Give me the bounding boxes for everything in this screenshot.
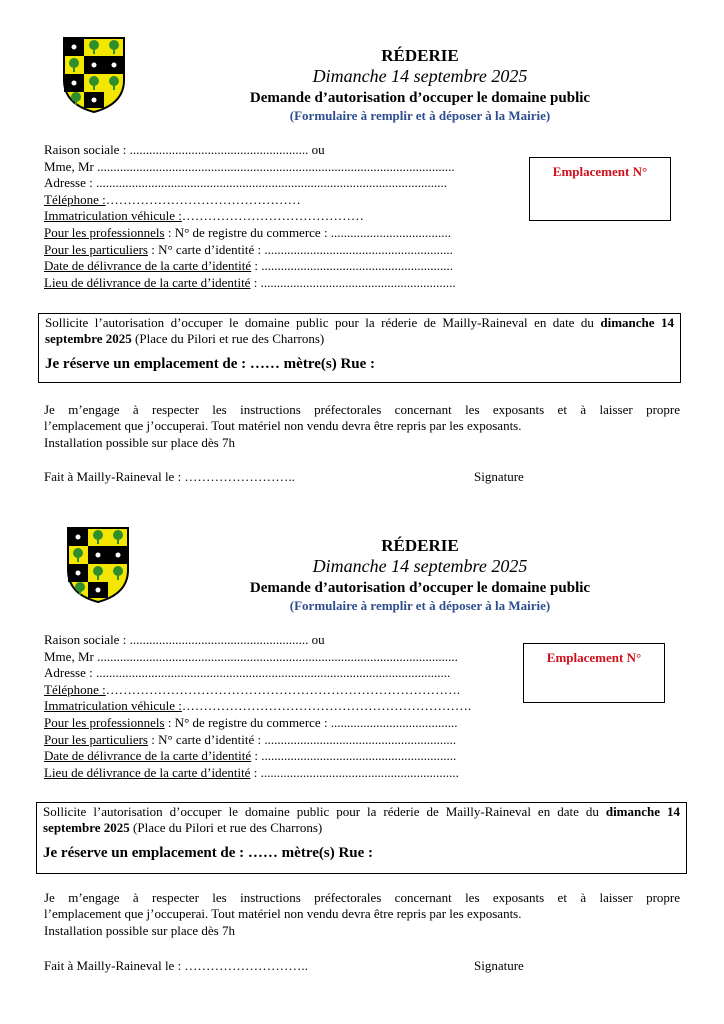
applicant-fields xyxy=(44,142,456,291)
form-subtitle: Demande d’autorisation d’occuper le domaine public xyxy=(249,90,591,106)
professionnels-label: Pour les professionnels xyxy=(44,714,165,730)
lieu-delivrance-rest: : ............................................................. xyxy=(250,764,459,780)
solicitation-text xyxy=(43,804,680,836)
field-adresse[interactable]: Adresse : ............................................................................................................. xyxy=(44,665,451,681)
field-telephone[interactable] xyxy=(44,682,471,699)
emplacement-box[interactable] xyxy=(523,643,665,703)
professionnels-label: Pour les professionnels xyxy=(44,224,165,240)
immatriculation-dots: …………………………………………………………. xyxy=(181,698,472,714)
engagement-line-1: Je m’engage à respecter les instructions préfectorales concernant les exposants et à laisser propre xyxy=(44,890,680,905)
particuliers-label: Pour les particuliers xyxy=(44,241,148,257)
form-1 xyxy=(0,0,724,490)
form-instruction: (Formulaire à remplir et à déposer à la Mairie) xyxy=(289,598,551,613)
form-subtitle: Demande d’autorisation d’occuper le domaine public xyxy=(249,580,591,596)
field-mme-mr[interactable]: Mme, Mr ............................................................................................................... xyxy=(44,648,458,664)
solicitation-text xyxy=(45,315,674,347)
field-particuliers[interactable] xyxy=(44,732,471,749)
field-particuliers[interactable] xyxy=(44,242,456,259)
engagement-text xyxy=(44,890,680,939)
signature-label[interactable]: Signature xyxy=(474,469,524,484)
telephone-label: Téléphone : xyxy=(44,191,106,207)
particuliers-rest: : N° carte d’identité : ........................................................... xyxy=(147,731,457,747)
solicitation-pre: Sollicite l’autorisation d’occuper le domaine public pour la réderie de Mailly-Raineval en date du xyxy=(45,315,601,330)
telephone-label: Téléphone : xyxy=(44,681,106,697)
event-date: Dimanche 14 septembre 2025 xyxy=(312,66,528,86)
field-professionnels[interactable] xyxy=(44,225,456,242)
field-date-delivrance[interactable] xyxy=(44,258,456,275)
emplacement-label: Emplacement N° xyxy=(546,650,642,665)
form-2 xyxy=(0,490,724,980)
field-raison-sociale[interactable]: Raison sociale : ....................................................... ou xyxy=(44,632,325,647)
signature-label[interactable]: Signature xyxy=(474,958,524,973)
lieu-delivrance-label: Lieu de délivrance de la carte d’identité xyxy=(44,274,251,290)
engagement-line-2: l’emplacement que j’occuperai. Tout matériel non vendu devra être repris par les exposants. xyxy=(44,906,522,922)
field-immatriculation[interactable] xyxy=(44,208,456,225)
solicitation-post: (Place du Pilori et rue des Charrons) xyxy=(131,331,325,346)
solicitation-box xyxy=(38,313,681,383)
engagement-line-3: Installation possible sur place dès 7h xyxy=(44,434,235,450)
applicant-fields xyxy=(44,632,471,781)
emplacement-label: Emplacement N° xyxy=(552,164,648,179)
emplacement-box[interactable] xyxy=(529,157,671,221)
form-title: RÉDERIE xyxy=(381,46,459,65)
engagement-line-3: Installation possible sur place dès 7h xyxy=(44,922,235,938)
date-delivrance-rest: : ............................................................ xyxy=(251,748,457,764)
immatriculation-label: Immatriculation véhicule : xyxy=(44,698,182,714)
professionnels-rest: : N° de registre du commerce : ....................................... xyxy=(164,714,458,730)
field-lieu-delivrance[interactable] xyxy=(44,765,471,782)
date-delivrance-rest: : ........................................................... xyxy=(251,258,454,274)
lieu-delivrance-label: Lieu de délivrance de la carte d’identité xyxy=(44,764,251,780)
field-date-delivrance[interactable] xyxy=(44,748,471,765)
form-instruction: (Formulaire à remplir et à déposer à la Mairie) xyxy=(289,108,551,123)
solicitation-pre: Sollicite l’autorisation d’occuper le domaine public pour la réderie de Mailly-Raineval en date du xyxy=(43,804,606,819)
immatriculation-label: Immatriculation véhicule : xyxy=(44,208,182,224)
solicitation-date: dimanche 14 septembre 2025 xyxy=(45,315,675,346)
fait-a-field[interactable]: Fait à Mailly-Raineval le : ……………………….. xyxy=(44,958,308,973)
telephone-dots: ………………………………………………………………………. xyxy=(105,681,460,697)
date-delivrance-label: Date de délivrance de la carte d’identité xyxy=(44,258,252,274)
immatriculation-dots: …………………………………… xyxy=(181,208,364,224)
event-date: Dimanche 14 septembre 2025 xyxy=(312,556,528,576)
particuliers-rest: : N° carte d’identité : .......................................................... xyxy=(147,241,453,257)
professionnels-rest: : N° de registre du commerce : ..................................... xyxy=(164,224,452,240)
telephone-dots: ……………………………………… xyxy=(105,191,301,207)
field-adresse[interactable]: Adresse : ............................................................................................................ xyxy=(44,175,447,191)
field-lieu-delivrance[interactable] xyxy=(44,275,456,292)
engagement-line-1: Je m’engage à respecter les instructions préfectorales concernant les exposants et à laisser propre xyxy=(44,402,680,417)
field-professionnels[interactable] xyxy=(44,715,471,732)
solicitation-box xyxy=(36,802,687,874)
solicitation-date: dimanche 14 septembre 2025 xyxy=(43,804,681,835)
reservation-line[interactable]: Je réserve un emplacement de : …… mètre(s) Rue : xyxy=(43,845,374,861)
field-mme-mr[interactable]: Mme, Mr .............................................................................................................. xyxy=(44,158,455,174)
field-telephone[interactable] xyxy=(44,192,456,209)
particuliers-label: Pour les particuliers xyxy=(44,731,148,747)
lieu-delivrance-rest: : ............................................................ xyxy=(250,274,456,290)
field-immatriculation[interactable] xyxy=(44,698,471,715)
field-raison-sociale[interactable]: Raison sociale : ....................................................... ou xyxy=(44,142,325,157)
form-title: RÉDERIE xyxy=(381,536,459,555)
engagement-text xyxy=(44,402,680,451)
fait-a-field[interactable]: Fait à Mailly-Raineval le : …………………….. xyxy=(44,469,295,484)
reservation-line[interactable]: Je réserve un emplacement de : …… mètre(s) Rue : xyxy=(45,356,376,372)
engagement-line-2: l’emplacement que j’occuperai. Tout matériel non vendu devra être repris par les exposants. xyxy=(44,418,522,434)
date-delivrance-label: Date de délivrance de la carte d’identité xyxy=(44,748,252,764)
solicitation-post: (Place du Pilori et rue des Charrons) xyxy=(129,820,323,835)
